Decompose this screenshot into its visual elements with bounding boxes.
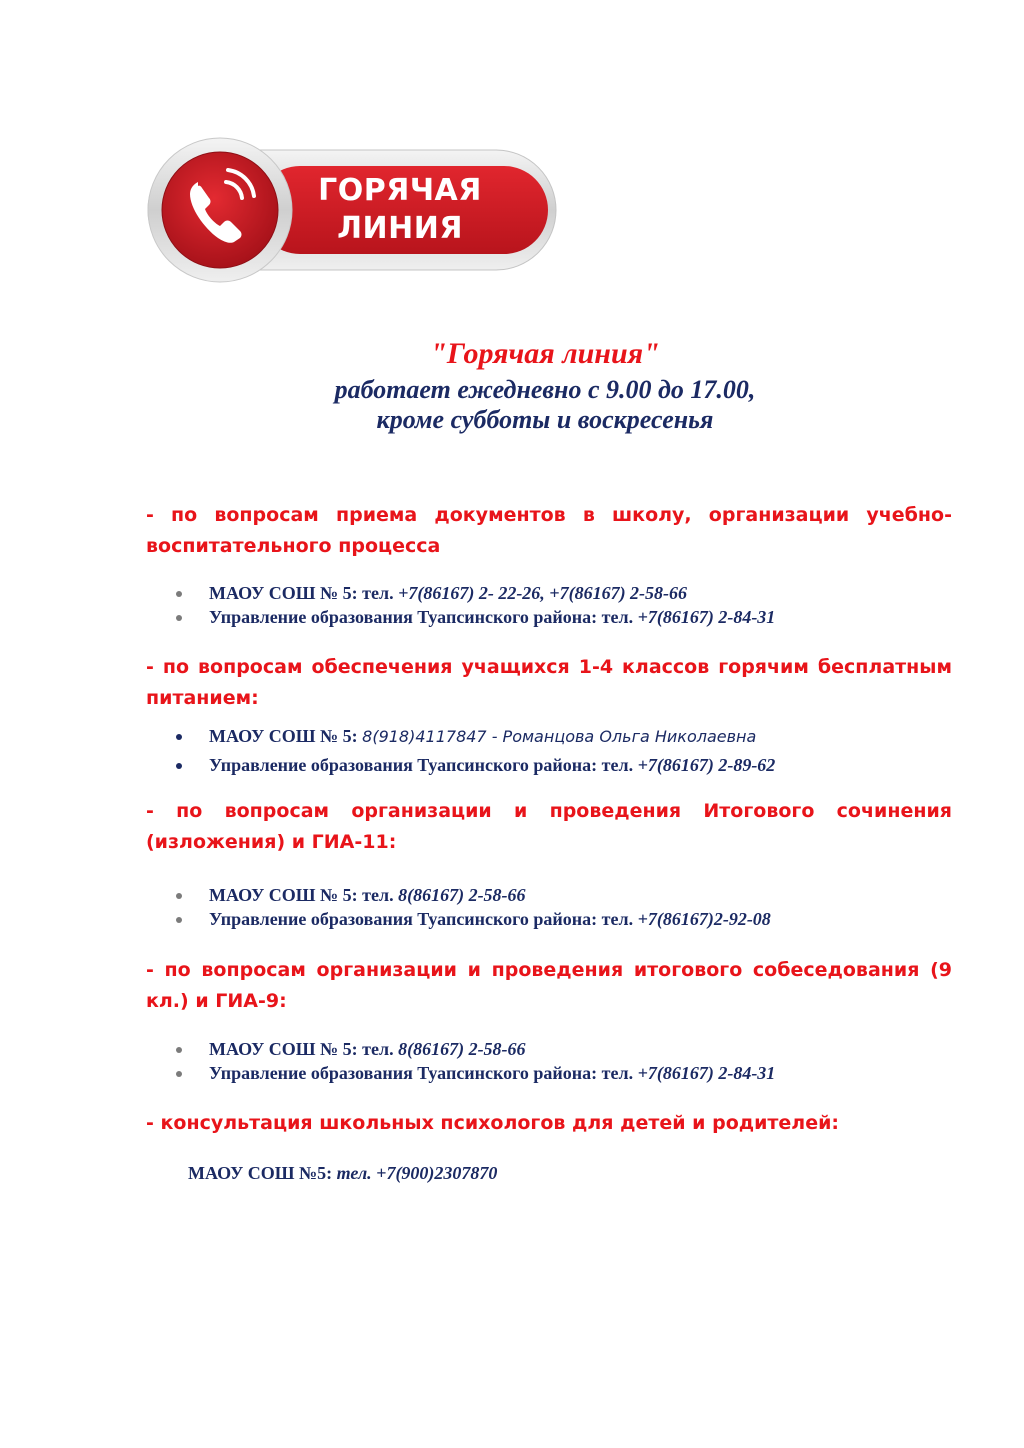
contact-org: МАОУ СОШ № 5:: [209, 726, 358, 746]
contact-org: Управление образования Туапсинского района: тел.: [209, 909, 634, 929]
contact-org: МАОУ СОШ № 5: тел.: [209, 885, 394, 905]
list-item: [176, 1037, 976, 1061]
section-admission-list: [176, 581, 976, 629]
list-item: [176, 751, 976, 779]
section-meals-list: [176, 722, 976, 779]
badge-line1: ГОРЯЧАЯ: [318, 173, 482, 208]
contact-phone: +7(86167) 2- 22-26, +7(86167) 2-58-66: [398, 583, 688, 603]
contact-org: Управление образования Туапсинского района: тел.: [209, 1063, 634, 1083]
contact-phone: +7(86167) 2-84-31: [637, 1063, 776, 1083]
working-days-note: кроме субботы и воскресенья: [376, 405, 714, 434]
contact-phone: +7(86167)2-92-08: [637, 909, 771, 929]
contact-phone: 8(86167) 2-58-66: [398, 885, 526, 905]
contact-phone: тел. +7(900)2307870: [336, 1163, 498, 1183]
psychologist-contact: [188, 1160, 497, 1186]
contact-org: Управление образования Туапсинского района: тел.: [209, 755, 634, 775]
working-hours: работает ежедневно с 9.00 до 17.00,: [334, 375, 756, 404]
section-essay-title: - по вопросам организации и проведения Итогового сочинения (изложения) и ГИА-11:: [146, 800, 952, 853]
list-item: [176, 605, 976, 629]
contact-phone: 8(918)4117847 - Романцова Ольга Николаевна: [362, 727, 757, 746]
section-psychologists-title: - консультация школьных психологов для детей и родителей:: [146, 1112, 840, 1134]
section-meals-title: - по вопросам обеспечения учащихся 1-4 классов горячим бесплатным питанием:: [146, 656, 952, 709]
contact-org: МАОУ СОШ № 5: тел.: [209, 1039, 394, 1059]
list-item: [176, 883, 976, 907]
contact-org: Управление образования Туапсинского района: тел.: [209, 607, 634, 627]
list-item: [176, 1061, 976, 1085]
list-item: [176, 907, 976, 931]
section-admission-title: - по вопросам приема документов в школу, организации учебно-воспитательного процесса: [146, 504, 952, 557]
contact-phone: +7(86167) 2-89-62: [637, 755, 776, 775]
badge-label: [290, 172, 510, 248]
section-essay-list: [176, 883, 976, 931]
contact-org: МАОУ СОШ № 5: тел.: [209, 583, 394, 603]
contact-phone: 8(86167) 2-58-66: [398, 1039, 526, 1059]
hotline-title: "Горячая линия": [430, 337, 660, 370]
section-interview-title: - по вопросам организации и проведения итогового собеседования (9 кл.) и ГИА-9:: [146, 959, 952, 1012]
badge-line2: ЛИНИЯ: [337, 211, 463, 246]
contact-org: МАОУ СОШ №5:: [188, 1163, 333, 1183]
list-item: [176, 722, 976, 751]
section-interview-list: [176, 1037, 976, 1085]
contact-phone: +7(86167) 2-84-31: [637, 607, 776, 627]
list-item: [176, 581, 976, 605]
